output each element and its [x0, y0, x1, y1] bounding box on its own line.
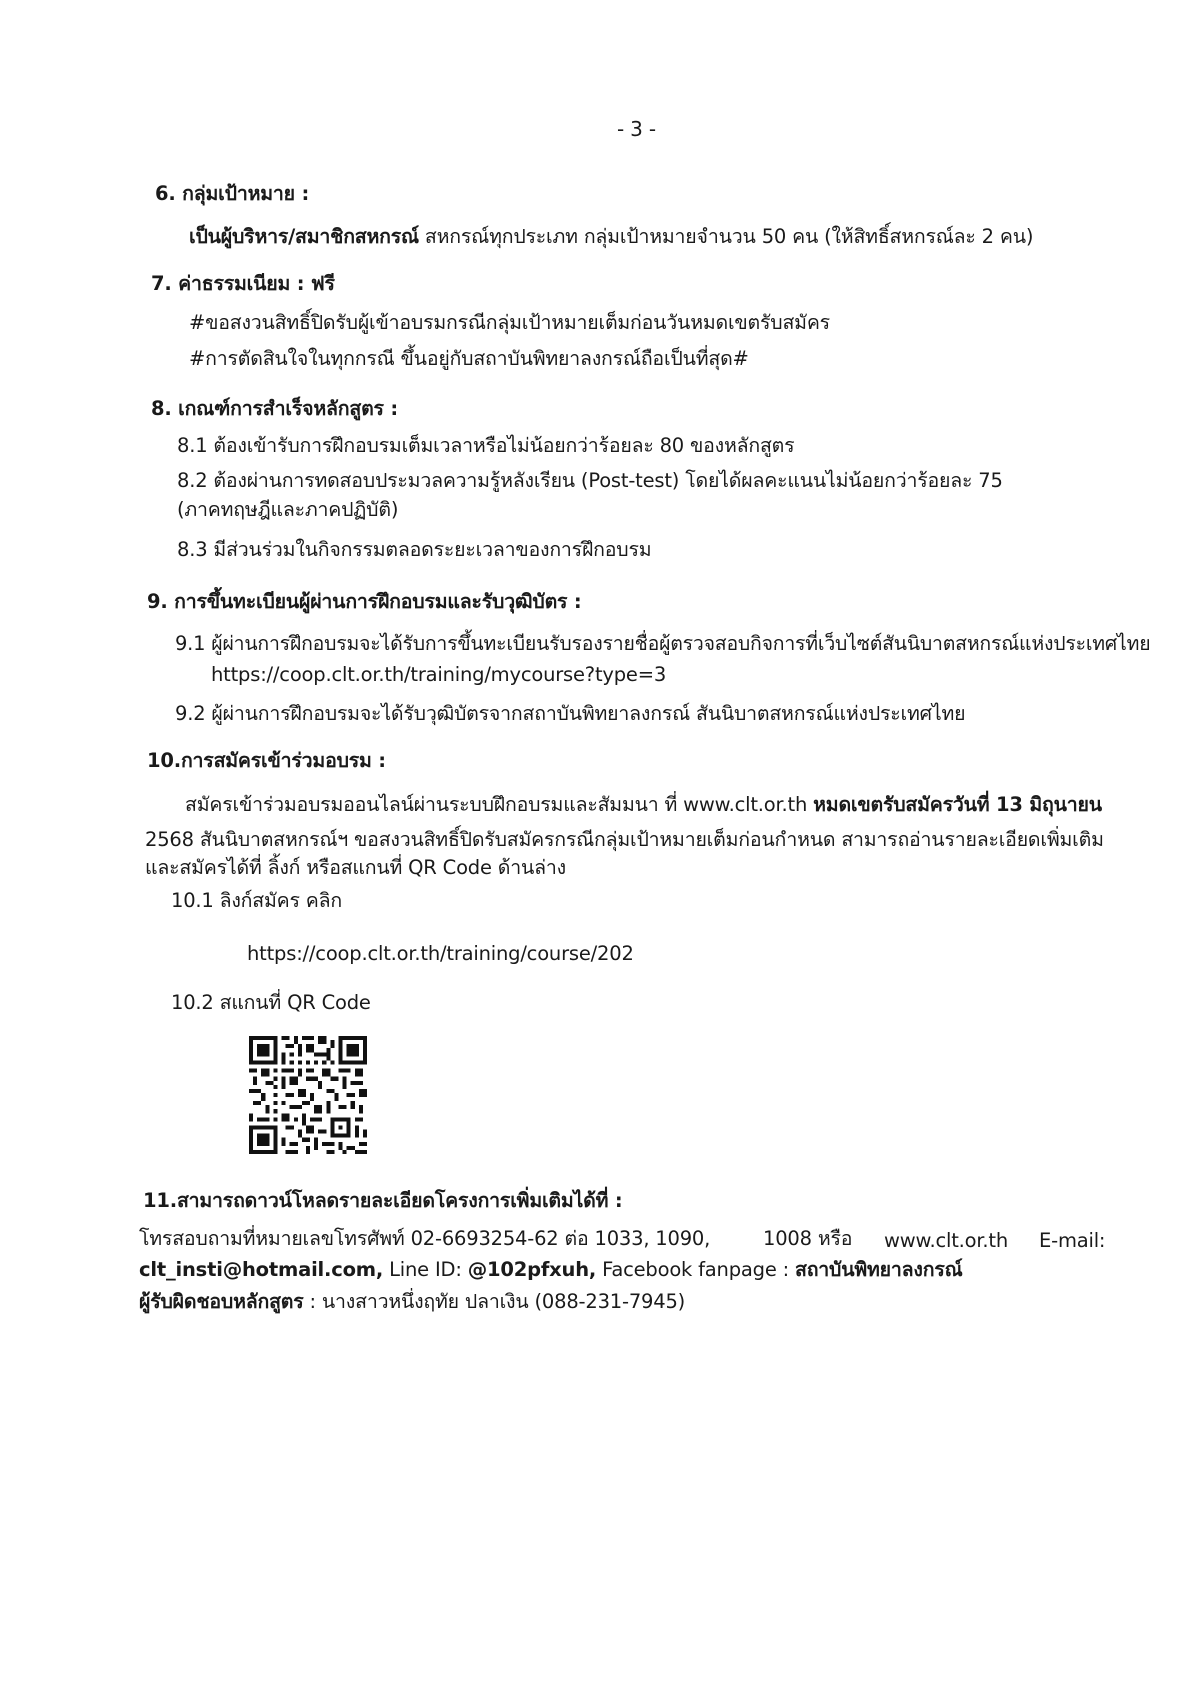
section-10-para-text: สมัครเข้าร่วมอบรมออนไลน์ผ่านระบบฝึกอบรมและสัมมนา ที่ www.clt.or.th	[185, 793, 814, 816]
line-id[interactable]: @102pfxuh,	[467, 1258, 597, 1281]
contact-phone: โทรสอบถามที่หมายเลขโทรศัพท์ 02-6693254-62 ต่อ 1033, 1090,	[139, 1227, 711, 1250]
contact-email[interactable]: clt_insti@hotmail.com,	[139, 1258, 384, 1281]
facebook-page-name[interactable]: สถาบันพิทยาลงกรณ์	[795, 1258, 963, 1281]
section-9-item-2: 9.2 ผู้ผ่านการฝึกอบรมจะได้รับวุฒิบัตรจากสถาบันพิทยาลงกรณ์ สันนิบาตสหกรณ์แห่งประเทศไทย	[175, 702, 966, 725]
section-8-item-1: 8.1 ต้องเข้ารับการฝึกอบรมเต็มเวลาหรือไม่น้อยกว่าร้อยละ 80 ของหลักสูตร	[177, 434, 795, 457]
section-10-para-line1	[185, 791, 1102, 819]
contact-phone-ext: 1008 หรือ	[763, 1227, 853, 1250]
responsible-person	[139, 1288, 685, 1316]
section-8-item-3: 8.3 มีส่วนร่วมในกิจกรรมตลอดระยะเวลาของการฝึกอบรม	[177, 538, 652, 561]
page-number: - 3 -	[617, 117, 656, 141]
section-8-heading: 8. เกณฑ์การสำเร็จหลักสูตร :	[151, 397, 398, 420]
section-10-heading: 10.การสมัครเข้าร่วมอบรม :	[147, 749, 386, 772]
section-10-para-line2: 2568 สันนิบาตสหกรณ์ฯ ขอสงวนสิทธิ์ปิดรับสมัครกรณีกลุ่มเป้าหมายเต็มก่อนกำหนด สามารถอ่านรายละเอียดเพิ่มเติม	[145, 828, 1104, 851]
section-6-text: สหกรณ์ทุกประเภท กลุ่มเป้าหมายจำนวน 50 คน (ให้สิทธิ์สหกรณ์ละ 2 คน)	[418, 225, 1034, 248]
section-9-url: https://coop.clt.or.th/training/mycourse?type=3	[211, 663, 667, 686]
section-9-item-1: 9.1 ผู้ผ่านการฝึกอบรมจะได้รับการขึ้นทะเบียนรับรองรายชื่อผู้ตรวจสอบกิจการที่เว็บไซต์สันนิบาตสหกรณ์แห่งประเทศไทย	[175, 632, 1151, 655]
contact-line-2	[139, 1256, 963, 1284]
section-7-line2: #การตัดสินใจในทุกกรณี ขึ้นอยู่กับสถาบันพิทยาลงกรณ์ถือเป็นที่สุด#	[189, 347, 749, 370]
section-8-item-2: 8.2 ต้องผ่านการทดสอบประมวลความรู้หลังเรียน (Post-test) โดยได้ผลคะแนนไม่น้อยกว่าร้อยละ 75	[177, 469, 1003, 492]
responsible-label: ผู้รับผิดชอบหลักสูตร	[139, 1290, 304, 1313]
section-8-item-2-cont: (ภาคทฤษฎีและภาคปฏิบัติ)	[177, 498, 399, 521]
section-6-bold: เป็นผู้บริหาร/สมาชิกสหกรณ์	[189, 225, 419, 248]
section-6-heading: 6. กลุ่มเป้าหมาย :	[155, 182, 310, 205]
facebook-label: Facebook fanpage :	[596, 1258, 795, 1281]
section-7-line1: #ขอสงวนสิทธิ์ปิดรับผู้เข้าอบรมกรณีกลุ่มเป้าหมายเต็มก่อนวันหมดเขตรับสมัคร	[189, 311, 830, 334]
section-10-deadline: หมดเขตรับสมัครวันที่ 13 มิถุนายน	[813, 793, 1102, 816]
section-6-body	[189, 223, 1033, 251]
contact-website[interactable]: www.clt.or.th	[884, 1229, 1008, 1252]
qr-code[interactable]	[249, 1036, 367, 1154]
register-link-url[interactable]: https://coop.clt.or.th/training/course/202	[247, 942, 634, 965]
section-7-heading: 7. ค่าธรรมเนียม : ฟรี	[151, 272, 335, 295]
qr-code-label: 10.2 สแกนที่ QR Code	[171, 991, 371, 1014]
section-10-para-line3: และสมัครได้ที่ ลิ้งก์ หรือสแกนที่ QR Code ด้านล่าง	[145, 856, 566, 879]
contact-email-label: E-mail:	[1039, 1229, 1106, 1252]
register-link-label: 10.1 ลิงก์สมัคร คลิก	[171, 889, 342, 912]
responsible-name: : นางสาวหนึ่งฤทัย ปลาเงิน (088-231-7945)	[303, 1290, 686, 1313]
section-9-heading: 9. การขึ้นทะเบียนผู้ผ่านการฝึกอบรมและรับวุฒิบัตร :	[147, 590, 582, 613]
section-11-heading: 11.สามารถดาวน์โหลดรายละเอียดโครงการเพิ่มเติมได้ที่ :	[143, 1189, 623, 1212]
line-id-label: Line ID:	[383, 1258, 468, 1281]
